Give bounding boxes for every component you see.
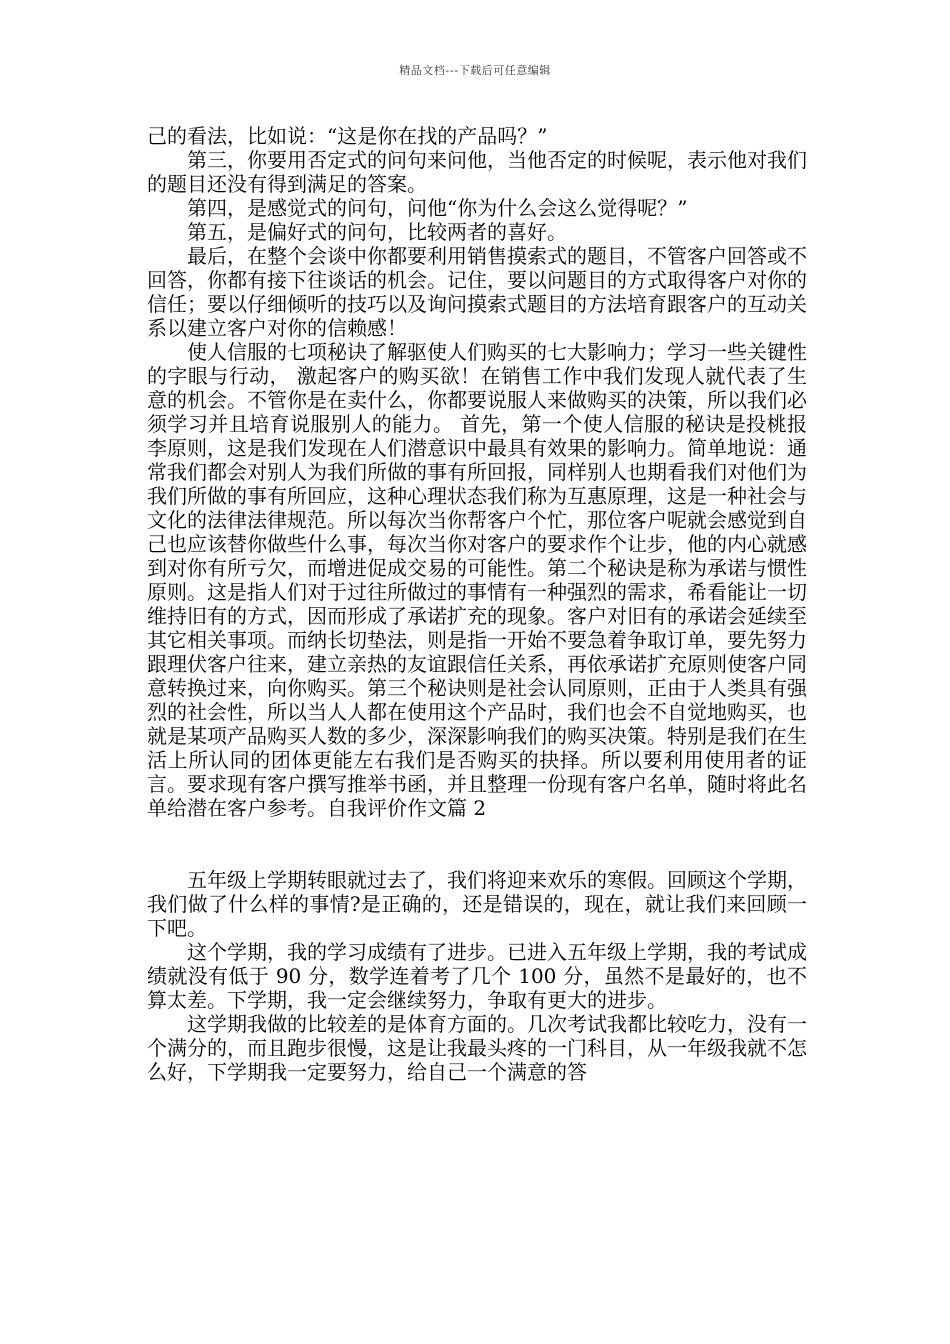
- paragraph: 第三，你要用否定式的问句来问他，当他否定的时候呢，表示他对我们的题目还没有得到满足的答案。: [147, 148, 807, 196]
- paragraph: 使人信服的七项秘诀了解驱使人们购买的七大影响力；学习一些关键性的字眼与行动， 激起客户的购买欲！在销售工作中我们发现人就代表了生意的机会。不管你是在卖什么，你都要说服人来做购买的决策，所以我们必须学习并且培育说服别人的能力。 首先，第一个使人信服的秘诀是投桃报李原则，这是我们发现在人们潜意识中最具有效果的影响力。简单地说：通常我们都会对别人为我们所做的事有所回报，同样别人也期看我们对他们为我们所做的事有所回应，这种心理状态我们称为互惠原理，这是一种社会与文化的法律法律规范。所以每次当你帮客户个忙，那位客户呢就会感觉到自己也应该替你做些什么事，每次当你对客户的要求作个让步，他的内心就感到对你有所亏欠，而增进促成交易的可能性。第二个秘诀是称为承诺与惯性原则。这是指人们对于过往所做过的事情有一种强烈的需求，希看能让一切维持旧有的方式，因而形成了承诺扩充的现象。客户对旧有的承诺会延续至其它相关事项。而纳长切垫法，则是指一开始不要急着争取订单，要先努力跟理伏客户往来，建立亲热的友谊跟信任关系，再依承诺扩充原则使客户同意转换过来，向你购买。第三个秘诀则是社会认同原则，正由于人类具有强烈的社会性，所以当人人都在使用这个产品时，我们也会不自觉地购买，也就是某项产品购买人数的多少，深深影响我们的购买决策。特别是我们在生活上所认同的团体更能左右我们是否购买的抉择。所以要利用使用者的证言。要求现有客户撰写推举书函，并且整理一份现有客户名单，随时将此名单给潜在客户参考。自我评价作文篇 2: [147, 340, 807, 820]
- page-header: 精品文档---下载后可任意编辑: [399, 64, 551, 77]
- paragraph: 这个学期，我的学习成绩有了进步。已进入五年级上学期，我的考试成绩就没有低于 90 分，数学连着考了几个 100 分，虽然不是最好的，也不算太差。下学期，我一定会继续努力，争取有更大的进步。: [147, 940, 807, 1012]
- paragraph: 这学期我做的比较差的是体育方面的。几次考试我都比较吃力，没有一个满分的，而且跑步很慢，这是让我最头疼的一门科目，从一年级我就不怎么好，下学期我一定要努力，给自己一个满意的答: [147, 1012, 807, 1084]
- paragraph: 最后，在整个会谈中你都要利用销售摸索式的题目，不管客户回答或不回答，你都有接下往谈话的机会。记住，要以问题目的方式取得客户对你的信任；要以仔细倾听的技巧以及询问摸索式题目的方法培育跟客户的互动关系以建立客户对你的信赖感！: [147, 244, 807, 340]
- section-gap: [147, 820, 807, 868]
- paragraph: 五年级上学期转眼就过去了，我们将迎来欢乐的寒假。回顾这个学期，我们做了什么样的事情?是正确的，还是错误的，现在，就让我们来回顾一下吧。: [147, 868, 807, 940]
- document-body: [147, 124, 807, 1084]
- paragraph: 己的看法，比如说：“这是你在找的产品吗？”: [147, 124, 548, 148]
- paragraph: 第五，是偏好式的问句，比较两者的喜好。: [187, 220, 567, 244]
- paragraph: 第四，是感觉式的问句，问他“你为什么会这么觉得呢？”: [187, 196, 688, 220]
